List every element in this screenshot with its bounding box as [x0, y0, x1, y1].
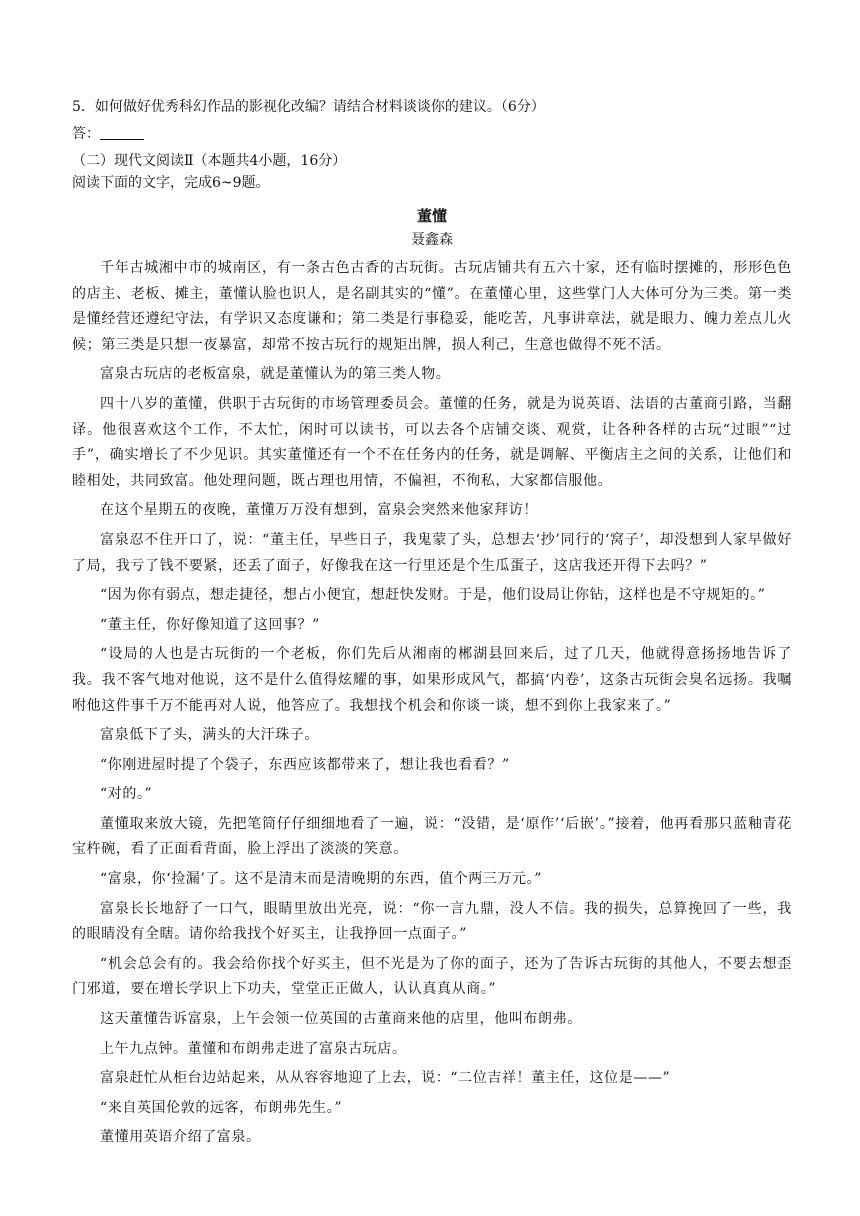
article-paragraph: 千年古城湘中市的城南区，有一条古色古香的古玩街。古玩店铺共有五六十家，还有临时摆摊的，形形色色的店主、老板、摊主，董懂认脸也识人，是名副其实的“懂”。在董懂心里，这些掌门人大体可分为三类。第一类是懂经营还遵纪守法，有学识又态度谦和；第二类是行事稳妥，能吃苦，凡事讲章法，就是眼力、魄力差点儿火候；第三类是只想一夜暴富，却常不按古玩行的规矩出牌，损人利己，生意也做得不死不活。	[72, 260, 792, 353]
article-paragraph: “因为你有弱点，想走捷径，想占小便宜，想赶快发财。于是，他们设局让你钻，这样也是不守规矩的。”	[100, 587, 766, 604]
article-paragraph: “设局的人也是古玩街的一个老板，你们先后从湘南的郴湖县回来后，过了几天，他就得意扬扬地告诉了我。我不客气地对他说，这不是什么值得炫耀的事，如果形成风气，都搞‘内卷’，这条古玩街会臭名远扬。我嘱咐他这件事千万不能再对人说，他答应了。我想找个机会和你谈一谈，想不到你上我家来了。”	[72, 646, 792, 714]
article-paragraph: “你刚进屋时提了个袋子，东西应该都带来了，想让我也看看？”	[100, 756, 510, 773]
article-paragraph: 在这个星期五的夜晚，董懂万万没有想到，富泉会突然来他家拜访！	[100, 502, 538, 519]
article-paragraph: 上午九点钟。董懂和布朗弗走进了富泉古玩店。	[100, 1040, 407, 1057]
section-heading: （二）现代文阅读Ⅱ（本题共4小题，16分）	[72, 153, 347, 169]
article-paragraph: “机会总会有的。我会给你找个好买主，但不光是为了你的面子，还为了告诉古玩街的其他人，不要去想歪门邪道，要在增长学识上下功夫，堂堂正正做人，认认真真从商。”	[72, 955, 792, 998]
question-5: 5．如何做好优秀科幻作品的影视化改编？请结合材料谈谈你的建议。（6分）	[72, 99, 545, 115]
article-paragraph: 富泉低下了头，满头的大汗珠子。	[100, 727, 319, 744]
article-paragraph: “来自英国伦敦的远客，布朗弗先生。”	[100, 1099, 343, 1116]
section-instruction: 阅读下面的文字，完成6~9题。	[72, 175, 270, 191]
article-body	[72, 256, 792, 1151]
article-paragraph: “董主任，你好像知道了这回事？”	[100, 616, 320, 633]
article-paragraph: 董懂取来放大镜，先把笔筒仔仔细细地看了一遍，说：“没错，是‘原作’‘后嵌’。”接着，他再看那只蓝釉青花宝杵碗，看了正面看背面，脸上浮出了淡淡的笑意。	[72, 815, 792, 858]
article-paragraph: 四十八岁的董懂，供职于古玩街的市场管理委员会。董懂的任务，就是为说英语、法语的古董商引路，当翻译。他很喜欢这个工作，不太忙，闲时可以读书，可以去各个店铺交谈、观赏，让各种各样的古玩“过眼”“过手”，确实增长了不少见识。其实董懂还有一个不在任务内的任务，就是调解、平衡店主之间的关系，让他们和睦相处，共同致富。他处理问题，既占理也用情，不偏袒，不徇私，大家都信服他。	[72, 395, 792, 489]
article-paragraph: 董懂用英语介绍了富泉。	[100, 1129, 261, 1146]
document-page	[72, 96, 792, 1155]
article-paragraph: “富泉，你‘捡漏’了。这不是清末而是清晚期的东西，值个两三万元。”	[100, 871, 543, 888]
answer-line	[72, 123, 792, 145]
answer-label: 答：	[72, 126, 100, 142]
article-paragraph: “对的。”	[100, 786, 153, 803]
article-author: 聂鑫森	[411, 232, 453, 248]
article-paragraph: 这天董懂告诉富泉，上午会领一位英国的古董商来他的店里，他叫布朗弗。	[100, 1011, 582, 1028]
answer-blank[interactable]	[100, 125, 144, 140]
article-paragraph: 富泉长长地舒了一口气，眼睛里放出光亮，说：“你一言九鼎，没人不信。我的损失，总算挽回了一些，我的眼睛没有全瞎。请你给我找个好买主，让我挣回一点面子。”	[72, 900, 792, 943]
article-paragraph: 富泉忍不住开口了，说：“董主任，早些日子，我鬼蒙了头，总想去‘抄’同行的‘窝子’，却没想到人家早做好了局，我亏了钱不要紧，还丢了面子，好像我在这一行里还是个生瓜蛋子，这店我还开得下去吗？”	[72, 531, 792, 574]
article-paragraph: 富泉古玩店的老板富泉，就是董懂认为的第三类人物。	[100, 366, 451, 383]
article-paragraph: 富泉赶忙从柜台边站起来，从从容容地迎了上去，说：“二位吉祥！董主任，这位是——”	[100, 1070, 671, 1087]
article-title: 董懂	[416, 207, 447, 225]
